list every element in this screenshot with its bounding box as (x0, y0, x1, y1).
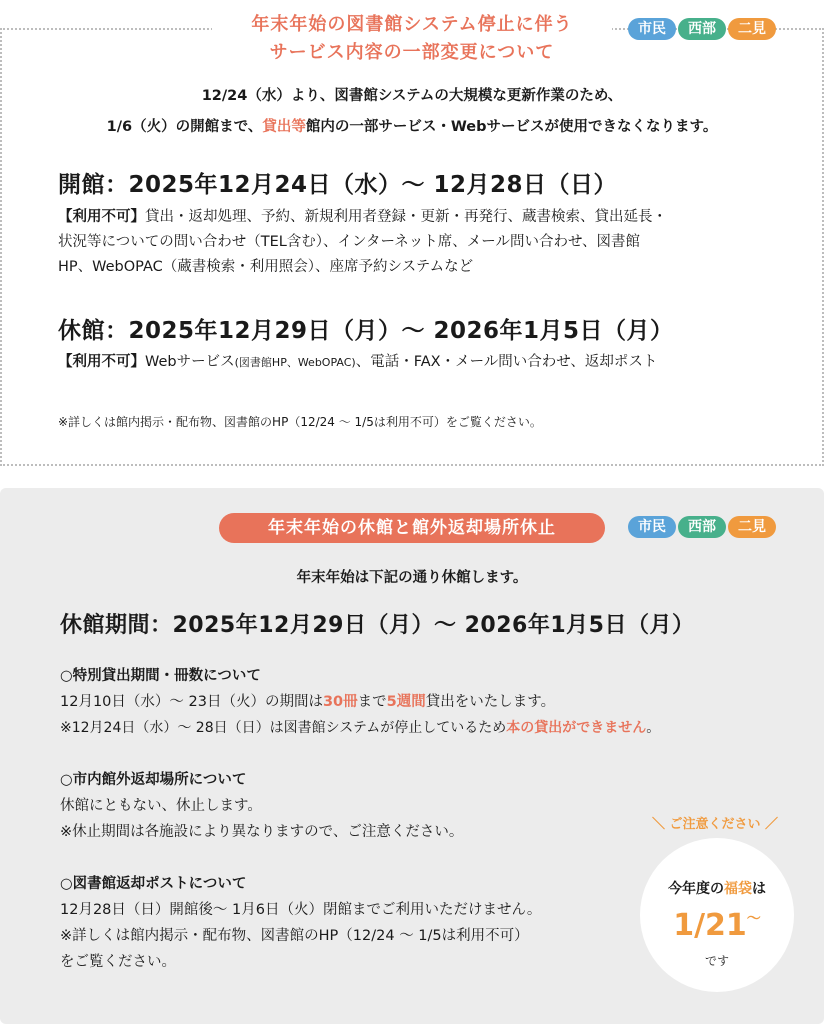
return-post-heading: ○図書館返却ポストについて (60, 876, 247, 892)
footnote: ※詳しくは館内掲示・配布物、図書館のHP（12/24 ～ 1/5は利用不可）をご覧ください。 (58, 415, 542, 429)
caution-label: ＼ ご注意ください ／ (651, 817, 779, 832)
unavailable-label: 【利用不可】 (58, 354, 145, 370)
system-notice-section (0, 0, 824, 480)
special-line2-a: ※12月24日（水）～ 28日（日）は図書館システムが停止しているため (60, 720, 507, 736)
special-highlight-no-lending: 本の貸出ができません (506, 720, 647, 736)
circle-tilde: ～ (746, 911, 761, 927)
closed-text-a: Webサービス (145, 354, 235, 370)
intro-line1: 12/24（水）より、図書館システムの大規模な更新作業のため、 (201, 88, 623, 104)
return-post-line2: ※詳しくは館内掲示・配布物、図書館のHP（12/24 ～ 1/5は利用不可） (60, 928, 529, 944)
special-lending-line1 (60, 690, 555, 714)
special-highlight-weeks: 5週間 (386, 694, 426, 710)
closed-text-small: (図書館HP、WebOPAC) (234, 356, 356, 369)
closed-text-b: 、電話・FAX・メール問い合わせ、返却ポスト (355, 354, 658, 370)
notice-title-line2: サービス内容の一部変更について (269, 42, 555, 63)
circle-text-b: は (752, 881, 766, 897)
lucky-bag-end: です (704, 954, 729, 968)
special-line1-b: まで (357, 694, 387, 710)
return-location-line1: 休館にともない、休止します。 (60, 798, 262, 814)
special-line1-a: 12月10日（水）～ 23日（火）の期間は (60, 694, 323, 710)
open-unavailable-list (58, 205, 768, 280)
closure-title-pill: 年末年始の休館と館外返却場所休止 (219, 513, 605, 543)
notice-title-line1: 年末年始の図書館システム停止に伴う (251, 14, 573, 35)
open-line3: HP、WebOPAC（蔵書検索・利用照会）、座席予約システムなど (58, 259, 474, 275)
circle-text-a: 今年度の (668, 881, 724, 897)
open-line2: 状況等についての問い合わせ（TEL含む）、インターネット席、メール問い合わせ、図書館 (58, 234, 641, 250)
lucky-bag-highlight: 福袋 (724, 881, 752, 897)
return-location-line2: ※休止期間は各施設により異なりますので、ご注意ください。 (60, 824, 464, 840)
badge-seibu: 西部 (678, 18, 726, 40)
return-location-heading: ○市内館外返却場所について (60, 772, 247, 788)
closed-unavailable-list (58, 350, 768, 375)
open-line1: 貸出・返却処理、予約、新規利用者登録・更新・再発行、蔵書検索、貸出延長・ (145, 209, 667, 225)
lucky-bag-circle (640, 838, 794, 992)
lucky-bag-line1 (640, 878, 794, 898)
intro-line2-b: 館内の一部サービス・Webサービスが使用できなくなります。 (305, 119, 718, 135)
special-lending-heading: ○特別貸出期間・冊数について (60, 668, 261, 684)
open-period-heading: 開館：2025年12月24日（水）～ 12月28日（日） (58, 172, 618, 198)
closure-intro: 年末年始は下記の通り休館します。 (296, 570, 528, 586)
special-lending-line2 (60, 716, 660, 740)
badge-seibu: 西部 (678, 516, 726, 538)
special-line1-c: 貸出をいたします。 (425, 694, 556, 710)
closed-period-heading: 休館：2025年12月29日（月）～ 2026年1月5日（月） (58, 318, 674, 344)
badge-shimin: 市民 (628, 18, 676, 40)
return-post-line3: をご覧ください。 (60, 954, 176, 970)
intro-line2 (0, 115, 824, 136)
special-line2-b: 。 (646, 720, 661, 736)
special-highlight-books: 30冊 (322, 694, 358, 710)
lucky-bag-date (640, 908, 794, 943)
circle-date: 1/21 (673, 908, 747, 943)
badge-futami: 二見 (728, 18, 776, 40)
unavailable-label: 【利用不可】 (58, 209, 145, 225)
intro-highlight: 貸出等 (262, 119, 306, 135)
return-post-line1: 12月28日（日）開館後～ 1月6日（火）閉館までご利用いただけません。 (60, 902, 542, 918)
closure-period-heading: 休館期間：2025年12月29日（月）～ 2026年1月5日（月） (60, 613, 695, 638)
intro-line2-a: 1/6（火）の開館まで、 (106, 119, 263, 135)
badge-futami: 二見 (728, 516, 776, 538)
badge-shimin: 市民 (628, 516, 676, 538)
